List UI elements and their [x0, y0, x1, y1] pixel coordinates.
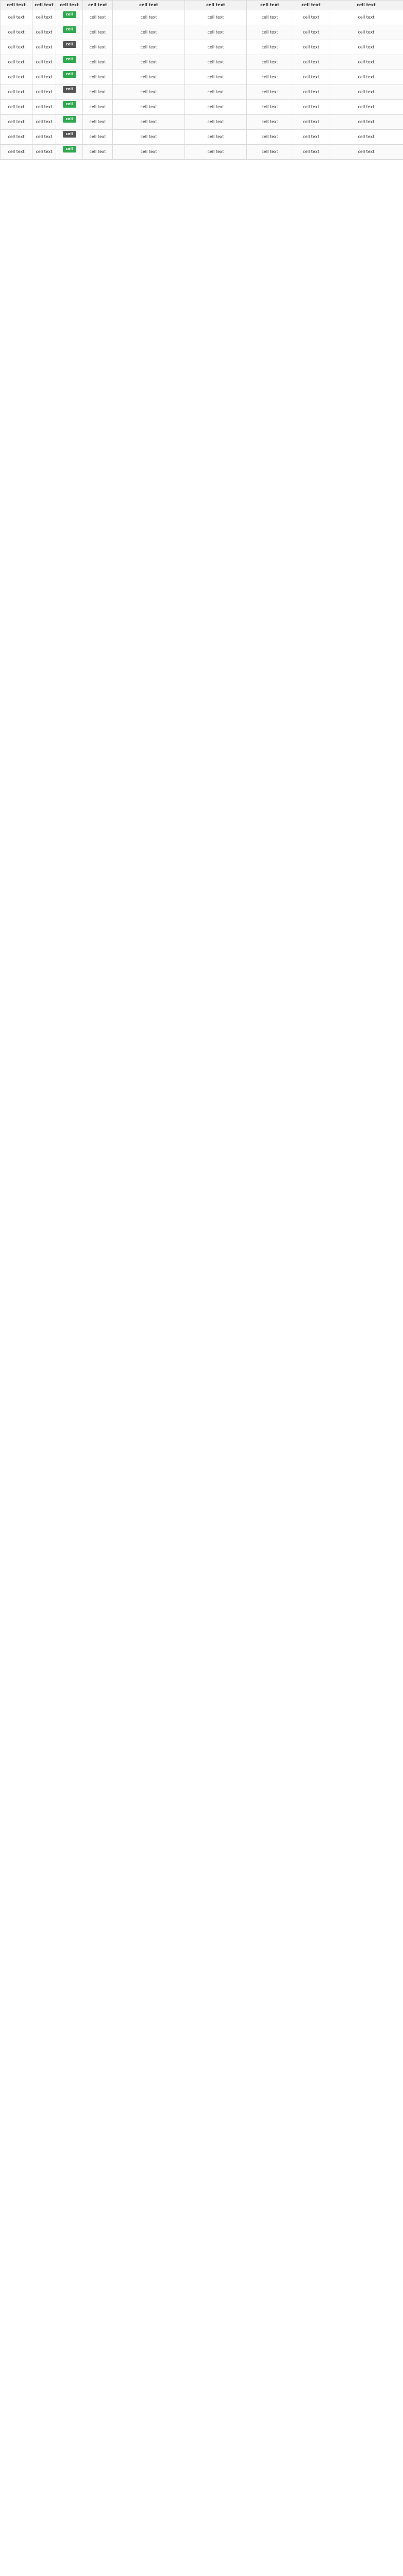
- table-cell: cell text: [83, 40, 113, 55]
- table-cell: cell text: [329, 85, 403, 100]
- column-header: cell text: [1, 1, 32, 10]
- table-cell: cell text: [293, 115, 329, 130]
- table-cell: cell text: [329, 130, 403, 145]
- table-cell: cell text: [1, 25, 32, 40]
- table-cell: cell text: [247, 115, 293, 130]
- table-cell: cell text: [83, 115, 113, 130]
- table-cell: cell text: [113, 25, 185, 40]
- table-cell: cell text: [83, 10, 113, 25]
- table-cell: cell text: [113, 130, 185, 145]
- column-header: cell text: [113, 1, 185, 10]
- status-cell: [56, 115, 83, 130]
- status-cell: [56, 25, 83, 40]
- table-cell: cell text: [1, 85, 32, 100]
- spec-sheet: [0, 0, 403, 160]
- table-cell: cell text: [185, 145, 247, 160]
- status-cell: [56, 145, 83, 160]
- table-cell: cell text: [185, 40, 247, 55]
- table-cell: cell text: [247, 55, 293, 70]
- table-cell: cell text: [185, 55, 247, 70]
- status-badge: cell text: [63, 146, 76, 152]
- table-cell: cell text: [32, 100, 56, 115]
- table-cell: cell text: [32, 115, 56, 130]
- table-cell: cell text: [293, 25, 329, 40]
- table-cell: cell text: [185, 130, 247, 145]
- table-cell: cell text: [83, 145, 113, 160]
- table-cell: cell text: [32, 25, 56, 40]
- table-cell: cell text: [1, 55, 32, 70]
- table-cell: cell text: [293, 130, 329, 145]
- table-row: [1, 145, 403, 160]
- table-cell: cell text: [83, 130, 113, 145]
- table-cell: cell text: [185, 25, 247, 40]
- table-cell: cell text: [185, 100, 247, 115]
- column-header: cell text: [247, 1, 293, 10]
- table-cell: cell text: [293, 85, 329, 100]
- table-cell: cell text: [1, 100, 32, 115]
- table-cell: cell text: [329, 40, 403, 55]
- status-cell: [56, 70, 83, 85]
- table-row: [1, 55, 403, 70]
- table-cell: cell text: [329, 25, 403, 40]
- table-cell: cell text: [83, 70, 113, 85]
- table-cell: cell text: [1, 70, 32, 85]
- table-cell: cell text: [113, 10, 185, 25]
- status-badge: cell text: [63, 41, 76, 48]
- table-cell: cell text: [247, 10, 293, 25]
- table-cell: cell text: [329, 10, 403, 25]
- table-cell: cell text: [293, 145, 329, 160]
- table-cell: cell text: [329, 100, 403, 115]
- table-cell: cell text: [293, 70, 329, 85]
- table-cell: cell text: [83, 25, 113, 40]
- table-row: [1, 25, 403, 40]
- table-cell: cell text: [113, 55, 185, 70]
- status-badge: cell text: [63, 101, 76, 108]
- table-cell: cell text: [185, 10, 247, 25]
- table-cell: cell text: [185, 85, 247, 100]
- table-cell: cell text: [32, 145, 56, 160]
- status-cell: [56, 40, 83, 55]
- table-cell: cell text: [293, 40, 329, 55]
- table-cell: cell text: [32, 10, 56, 25]
- table-cell: cell text: [293, 55, 329, 70]
- table-cell: cell text: [185, 70, 247, 85]
- table-cell: cell text: [1, 40, 32, 55]
- column-header: cell text: [56, 1, 83, 10]
- table-cell: cell text: [32, 70, 56, 85]
- table-row: [1, 10, 403, 25]
- table-cell: cell text: [83, 100, 113, 115]
- table-cell: cell text: [32, 40, 56, 55]
- table-cell: cell text: [32, 130, 56, 145]
- table-row: [1, 70, 403, 85]
- table-cell: cell text: [329, 145, 403, 160]
- table-cell: cell text: [247, 145, 293, 160]
- table-cell: cell text: [293, 100, 329, 115]
- status-cell: [56, 100, 83, 115]
- status-cell: [56, 130, 83, 145]
- status-badge: cell text: [63, 26, 76, 33]
- table-cell: cell text: [247, 100, 293, 115]
- table-cell: cell text: [83, 55, 113, 70]
- column-header: cell text: [83, 1, 113, 10]
- column-header: cell text: [329, 1, 403, 10]
- table-cell: cell text: [83, 85, 113, 100]
- table-cell: cell text: [329, 70, 403, 85]
- column-header: cell text: [185, 1, 247, 10]
- table-cell: cell text: [1, 10, 32, 25]
- table-cell: cell text: [247, 85, 293, 100]
- status-badge: cell text: [63, 116, 76, 123]
- table-cell: cell text: [113, 145, 185, 160]
- table-cell: cell text: [1, 115, 32, 130]
- status-badge: cell text: [63, 11, 76, 18]
- table-cell: cell text: [32, 55, 56, 70]
- status-badge: cell text: [63, 71, 76, 78]
- table-cell: cell text: [32, 85, 56, 100]
- table-cell: cell text: [329, 115, 403, 130]
- table-body: [1, 10, 403, 160]
- table-cell: cell text: [113, 100, 185, 115]
- table-cell: cell text: [1, 130, 32, 145]
- status-badge: cell text: [63, 86, 76, 93]
- table-row: [1, 40, 403, 55]
- table-cell: cell text: [247, 130, 293, 145]
- table-cell: cell text: [113, 85, 185, 100]
- table-row: [1, 85, 403, 100]
- table-cell: cell text: [113, 115, 185, 130]
- table-row: [1, 130, 403, 145]
- status-badge: cell text: [63, 56, 76, 63]
- column-header: cell text: [32, 1, 56, 10]
- table-row: [1, 115, 403, 130]
- table-cell: cell text: [247, 40, 293, 55]
- table-cell: cell text: [247, 70, 293, 85]
- table-cell: cell text: [247, 25, 293, 40]
- table-header-row: [1, 1, 403, 10]
- table-cell: cell text: [293, 10, 329, 25]
- status-cell: [56, 55, 83, 70]
- table-cell: cell text: [329, 55, 403, 70]
- status-cell: [56, 85, 83, 100]
- status-cell: [56, 10, 83, 25]
- spec-table: [0, 0, 403, 160]
- table-cell: cell text: [113, 40, 185, 55]
- table-cell: cell text: [185, 115, 247, 130]
- status-badge: cell text: [63, 131, 76, 138]
- table-row: [1, 100, 403, 115]
- table-cell: cell text: [1, 145, 32, 160]
- column-header: cell text: [293, 1, 329, 10]
- table-cell: cell text: [113, 70, 185, 85]
